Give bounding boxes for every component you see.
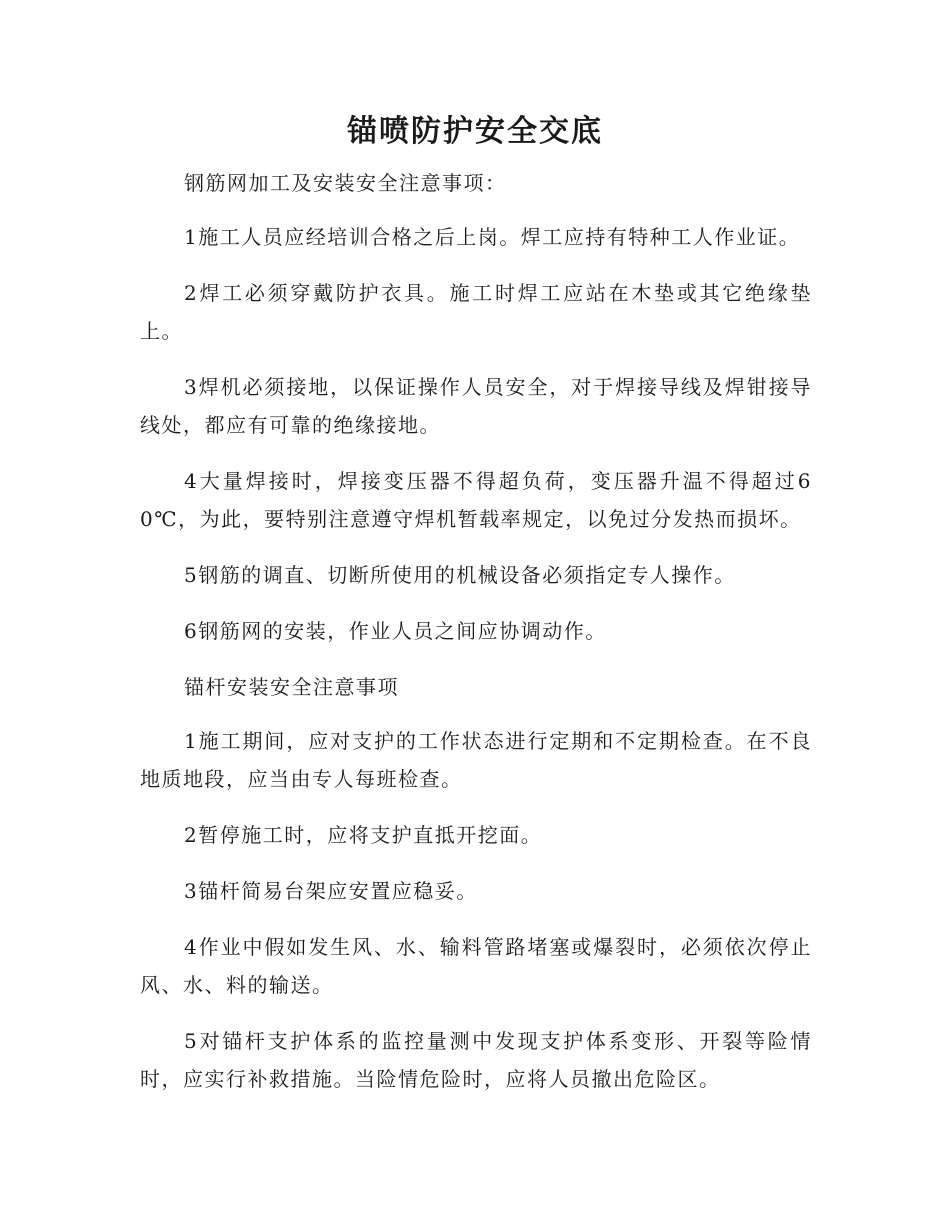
paragraph-item: 6钢筋网的安装，作业人员之间应协调动作。 — [184, 619, 607, 643]
document-body — [140, 164, 812, 1116]
paragraph-item: 5钢筋的调直、切断所使用的机械设备必须指定专人操作。 — [184, 563, 736, 587]
paragraph-item: 3锚杆简易台架应安置应稳妥。 — [184, 879, 478, 903]
section-heading-rebar-mesh: 钢筋网加工及安装安全注意事项： — [184, 171, 507, 195]
document-title: 锚喷防护安全交底 — [347, 114, 603, 149]
paragraph-item: 1施工期间，应对支护的工作状态进行定期和不定期检查。在不良地质地段，应当由专人每班检查。 — [140, 729, 812, 791]
paragraph-item: 3焊机必须接地，以保证操作人员安全，对于焊接导线及焊钳接导线处，都应有可靠的绝缘接地。 — [140, 375, 812, 437]
section-heading-anchor-bolt: 锚杆安装安全注意事项 — [184, 675, 399, 699]
paragraph-item: 4大量焊接时，焊接变压器不得超负荷，变压器升温不得超过60℃，为此，要特别注意遵守焊机暂载率规定，以免过分发热而损坏。 — [140, 469, 812, 531]
paragraph-item: 2暂停施工时，应将支护直抵开挖面。 — [184, 823, 543, 847]
paragraph-item: 1施工人员应经培训合格之后上岗。焊工应持有特种工人作业证。 — [184, 225, 801, 249]
paragraph-item: 5对锚杆支护体系的监控量测中发现支护体系变形、开裂等险情时，应实行补救措施。当险情危险时，应将人员撤出危险区。 — [140, 1029, 812, 1091]
paragraph-item: 4作业中假如发生风、水、输料管路堵塞或爆裂时，必须依次停止风、水、料的输送。 — [140, 935, 812, 997]
paragraph-item: 2焊工必须穿戴防护衣具。施工时焊工应站在木垫或其它绝缘垫上。 — [140, 281, 812, 343]
